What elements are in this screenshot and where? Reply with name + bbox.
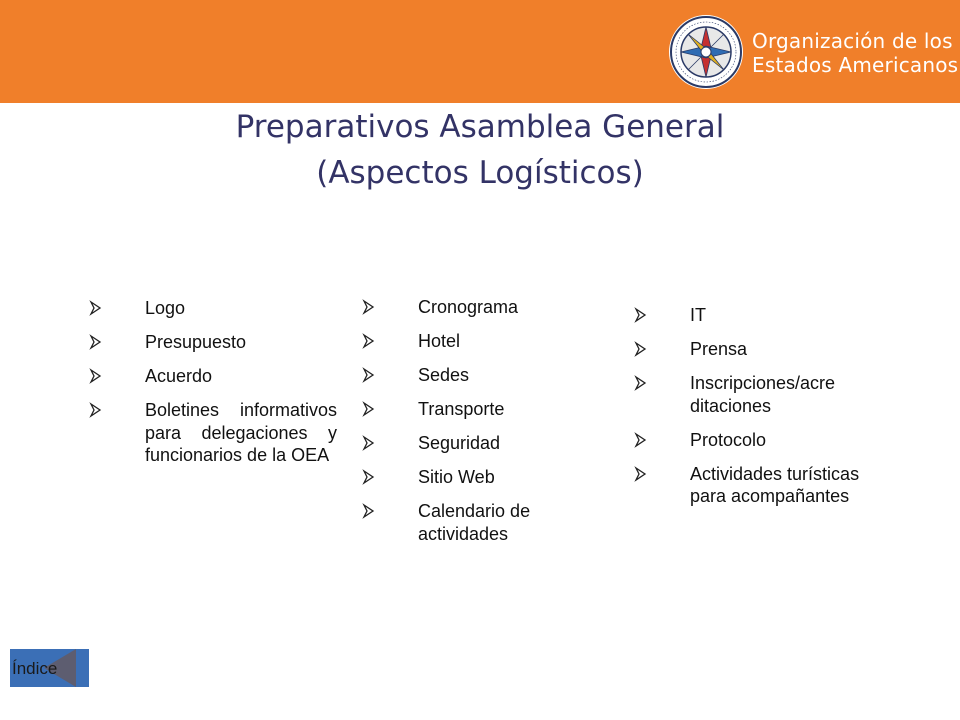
arrow-right-icon bbox=[634, 339, 648, 359]
list-item bbox=[362, 432, 572, 455]
arrow-right-icon bbox=[89, 400, 103, 420]
index-button-label: Índice bbox=[12, 659, 58, 678]
list-item bbox=[89, 297, 337, 320]
list-item-label: Sitio Web bbox=[418, 467, 495, 487]
arrow-right-icon bbox=[362, 501, 376, 521]
bullet-column-2 bbox=[362, 296, 572, 557]
arrow-right-icon bbox=[634, 373, 648, 393]
list-item-label: Inscripciones/acre ditaciones bbox=[690, 373, 836, 416]
list-item bbox=[89, 399, 337, 467]
arrow-right-icon bbox=[362, 297, 376, 317]
slide-title-line1: Preparativos Asamblea General bbox=[235, 109, 725, 145]
slide-title-line2: (Aspectos Logísticos) bbox=[316, 155, 644, 191]
list-item-label: Cronograma bbox=[418, 297, 519, 317]
arrow-right-icon bbox=[362, 331, 376, 351]
list-item-label: Acuerdo bbox=[145, 366, 213, 386]
organization-name-line1: Organización de los bbox=[752, 29, 953, 53]
list-item bbox=[634, 429, 884, 452]
arrow-right-icon bbox=[362, 467, 376, 487]
list-item-label: Prensa bbox=[690, 339, 748, 359]
organization-name bbox=[752, 29, 958, 77]
arrow-right-icon bbox=[362, 365, 376, 385]
list-item bbox=[89, 365, 337, 388]
list-item bbox=[362, 364, 572, 387]
arrow-right-icon bbox=[89, 366, 103, 386]
list-item-label: IT bbox=[690, 305, 706, 325]
list-item bbox=[634, 304, 884, 327]
bullet-column-1 bbox=[89, 297, 337, 478]
header-bar bbox=[0, 0, 960, 103]
arrow-right-icon bbox=[634, 464, 648, 484]
list-item-label: Actividades turísticas para acompañantes bbox=[690, 463, 860, 506]
slide-title bbox=[0, 104, 960, 196]
list-item bbox=[634, 338, 884, 361]
bullet-column-3 bbox=[634, 304, 884, 519]
arrow-right-icon bbox=[634, 430, 648, 450]
organization-name-line2: Estados Americanos bbox=[752, 53, 959, 77]
list-item bbox=[362, 500, 572, 545]
list-item-label: Protocolo bbox=[690, 429, 767, 450]
list-item bbox=[362, 398, 572, 421]
list-item bbox=[362, 466, 572, 489]
list-item-label: Boletines informativos para delegaciones y funcionarios de la OEA bbox=[145, 400, 337, 465]
list-item-label: Hotel bbox=[418, 331, 461, 351]
list-item bbox=[362, 330, 572, 353]
arrow-right-icon bbox=[362, 433, 376, 453]
list-item-label: Logo bbox=[145, 298, 186, 318]
list-item bbox=[634, 372, 884, 417]
list-item bbox=[634, 463, 884, 508]
list-item-label: Sedes bbox=[418, 365, 470, 385]
arrow-right-icon bbox=[634, 305, 648, 325]
list-item-label: Presupuesto bbox=[145, 332, 247, 352]
list-item bbox=[362, 296, 572, 319]
arrow-right-icon bbox=[89, 332, 103, 352]
list-item-label: Seguridad bbox=[418, 433, 501, 453]
oas-seal-icon bbox=[668, 14, 744, 90]
arrow-right-icon bbox=[89, 298, 103, 318]
arrow-right-icon bbox=[362, 399, 376, 419]
index-button[interactable] bbox=[10, 649, 89, 687]
list-item-label: Transporte bbox=[418, 399, 505, 419]
list-item bbox=[89, 331, 337, 354]
list-item-label: Calendario de actividades bbox=[418, 501, 531, 544]
